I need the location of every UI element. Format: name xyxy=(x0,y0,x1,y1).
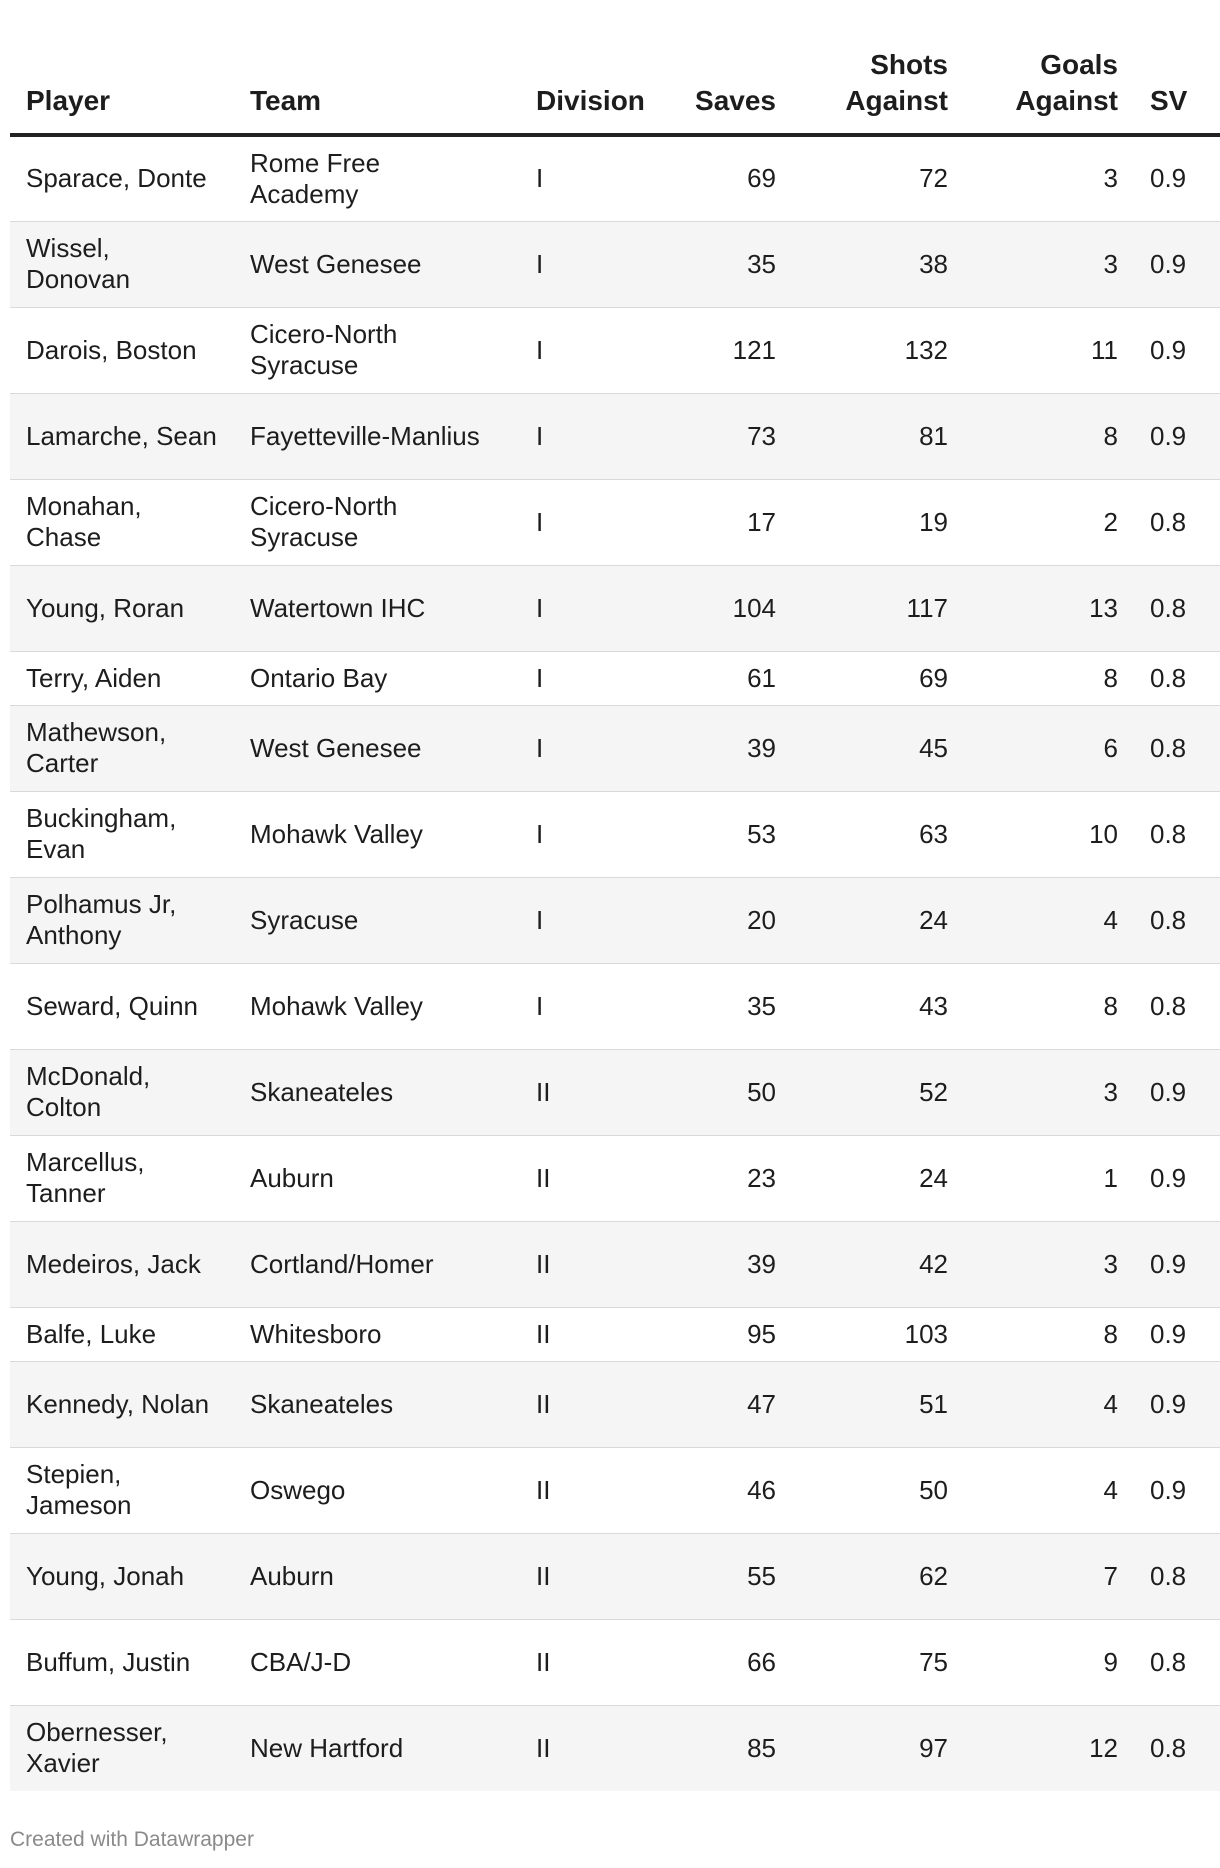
division-cell: II xyxy=(502,1361,652,1447)
column-header-goals-against[interactable]: Goals Against xyxy=(964,0,1134,135)
saves-cell: 50 xyxy=(652,1049,792,1135)
column-header-shots-against[interactable]: Shots Against xyxy=(792,0,964,135)
sv-cell: 0.8 xyxy=(1134,479,1220,565)
player-cell: Balfe, Luke xyxy=(10,1307,234,1361)
player-cell: Darois, Boston xyxy=(10,307,234,393)
table-row xyxy=(10,1619,1220,1705)
saves-cell: 95 xyxy=(652,1307,792,1361)
goals-against-cell: 6 xyxy=(964,705,1134,791)
shots-against-cell: 75 xyxy=(792,1619,964,1705)
table-row xyxy=(10,1447,1220,1533)
sv-cell: 0.9 xyxy=(1134,1307,1220,1361)
sv-cell: 0.8 xyxy=(1134,963,1220,1049)
sv-cell: 0.8 xyxy=(1134,705,1220,791)
shots-against-cell: 19 xyxy=(792,479,964,565)
column-header-division[interactable]: Division xyxy=(502,0,652,135)
sv-cell: 0.9 xyxy=(1134,1447,1220,1533)
column-header-team[interactable]: Team xyxy=(234,0,502,135)
team-cell: Mohawk Valley xyxy=(234,791,502,877)
table-row xyxy=(10,135,1220,221)
division-cell: I xyxy=(502,307,652,393)
sv-cell: 0.8 xyxy=(1134,877,1220,963)
table-row xyxy=(10,479,1220,565)
division-cell: I xyxy=(502,791,652,877)
goals-against-cell: 10 xyxy=(964,791,1134,877)
division-cell: I xyxy=(502,135,652,221)
player-cell: Wissel, Donovan xyxy=(10,221,234,307)
shots-against-cell: 63 xyxy=(792,791,964,877)
header-row xyxy=(10,0,1220,135)
goals-against-cell: 8 xyxy=(964,651,1134,705)
team-cell: Ontario Bay xyxy=(234,651,502,705)
division-cell: II xyxy=(502,1221,652,1307)
division-cell: II xyxy=(502,1049,652,1135)
saves-cell: 35 xyxy=(652,221,792,307)
player-cell: Lamarche, Sean xyxy=(10,393,234,479)
shots-against-cell: 69 xyxy=(792,651,964,705)
table-row xyxy=(10,877,1220,963)
sv-cell: 0.8 xyxy=(1134,1705,1220,1791)
column-header-saves[interactable]: Saves xyxy=(652,0,792,135)
team-cell: Whitesboro xyxy=(234,1307,502,1361)
player-cell: Seward, Quinn xyxy=(10,963,234,1049)
saves-cell: 35 xyxy=(652,963,792,1049)
table-row xyxy=(10,307,1220,393)
sv-cell: 0.8 xyxy=(1134,791,1220,877)
goals-against-cell: 12 xyxy=(964,1705,1134,1791)
table-row xyxy=(10,1361,1220,1447)
division-cell: I xyxy=(502,651,652,705)
goals-against-cell: 4 xyxy=(964,1447,1134,1533)
goals-against-cell: 13 xyxy=(964,565,1134,651)
sv-cell: 0.9 xyxy=(1134,1221,1220,1307)
shots-against-cell: 103 xyxy=(792,1307,964,1361)
team-cell: Auburn xyxy=(234,1135,502,1221)
sv-cell: 0.9 xyxy=(1134,307,1220,393)
shots-against-cell: 62 xyxy=(792,1533,964,1619)
team-cell: CBA/J-D xyxy=(234,1619,502,1705)
player-cell: Terry, Aiden xyxy=(10,651,234,705)
team-cell: Syracuse xyxy=(234,877,502,963)
goals-against-cell: 2 xyxy=(964,479,1134,565)
saves-cell: 55 xyxy=(652,1533,792,1619)
team-cell: Fayetteville-Manlius xyxy=(234,393,502,479)
team-cell: Skaneateles xyxy=(234,1049,502,1135)
sv-cell: 0.8 xyxy=(1134,651,1220,705)
table-row xyxy=(10,1307,1220,1361)
saves-cell: 53 xyxy=(652,791,792,877)
shots-against-cell: 72 xyxy=(792,135,964,221)
sv-cell: 0.8 xyxy=(1134,565,1220,651)
team-cell: Watertown IHC xyxy=(234,565,502,651)
table-row xyxy=(10,705,1220,791)
division-cell: II xyxy=(502,1705,652,1791)
player-cell: Kennedy, Nolan xyxy=(10,1361,234,1447)
table-row xyxy=(10,791,1220,877)
goals-against-cell: 8 xyxy=(964,963,1134,1049)
division-cell: I xyxy=(502,963,652,1049)
shots-against-cell: 43 xyxy=(792,963,964,1049)
table-row xyxy=(10,1049,1220,1135)
player-cell: Marcellus, Tanner xyxy=(10,1135,234,1221)
team-cell: West Genesee xyxy=(234,705,502,791)
table-row xyxy=(10,1221,1220,1307)
team-cell: Cortland/Homer xyxy=(234,1221,502,1307)
team-cell: Rome Free Academy xyxy=(234,135,502,221)
goals-against-cell: 11 xyxy=(964,307,1134,393)
player-cell: Medeiros, Jack xyxy=(10,1221,234,1307)
goals-against-cell: 8 xyxy=(964,393,1134,479)
goalie-stats-table xyxy=(10,0,1220,1791)
goals-against-cell: 3 xyxy=(964,1049,1134,1135)
goals-against-cell: 7 xyxy=(964,1533,1134,1619)
table-row xyxy=(10,393,1220,479)
datawrapper-credit[interactable]: Created with Datawrapper xyxy=(10,1828,254,1851)
team-cell: New Hartford xyxy=(234,1705,502,1791)
team-cell: Skaneateles xyxy=(234,1361,502,1447)
goals-against-cell: 3 xyxy=(964,221,1134,307)
saves-cell: 39 xyxy=(652,1221,792,1307)
saves-cell: 39 xyxy=(652,705,792,791)
sv-cell: 0.8 xyxy=(1134,1533,1220,1619)
saves-cell: 46 xyxy=(652,1447,792,1533)
table-row xyxy=(10,221,1220,307)
player-cell: Obernesser, Xavier xyxy=(10,1705,234,1791)
goals-against-cell: 4 xyxy=(964,877,1134,963)
saves-cell: 104 xyxy=(652,565,792,651)
column-header-sv[interactable]: SV xyxy=(1134,0,1220,135)
sv-cell: 0.9 xyxy=(1134,1361,1220,1447)
table-row xyxy=(10,565,1220,651)
player-cell: Young, Roran xyxy=(10,565,234,651)
goals-against-cell: 1 xyxy=(964,1135,1134,1221)
sv-cell: 0.9 xyxy=(1134,1135,1220,1221)
sv-cell: 0.9 xyxy=(1134,135,1220,221)
division-cell: I xyxy=(502,221,652,307)
division-cell: I xyxy=(502,877,652,963)
sv-cell: 0.9 xyxy=(1134,393,1220,479)
player-cell: Sparace, Donte xyxy=(10,135,234,221)
team-cell: Cicero-North Syracuse xyxy=(234,307,502,393)
player-cell: Stepien, Jameson xyxy=(10,1447,234,1533)
sv-cell: 0.9 xyxy=(1134,221,1220,307)
team-cell: Cicero-North Syracuse xyxy=(234,479,502,565)
saves-cell: 73 xyxy=(652,393,792,479)
table-row xyxy=(10,1135,1220,1221)
team-cell: Auburn xyxy=(234,1533,502,1619)
player-cell: Mathewson, Carter xyxy=(10,705,234,791)
saves-cell: 47 xyxy=(652,1361,792,1447)
table-row xyxy=(10,1705,1220,1791)
saves-cell: 61 xyxy=(652,651,792,705)
shots-against-cell: 51 xyxy=(792,1361,964,1447)
player-cell: Polhamus Jr, Anthony xyxy=(10,877,234,963)
table-row xyxy=(10,1533,1220,1619)
division-cell: I xyxy=(502,705,652,791)
team-cell: Mohawk Valley xyxy=(234,963,502,1049)
division-cell: II xyxy=(502,1307,652,1361)
division-cell: II xyxy=(502,1619,652,1705)
division-cell: I xyxy=(502,393,652,479)
team-cell: Oswego xyxy=(234,1447,502,1533)
team-cell: West Genesee xyxy=(234,221,502,307)
shots-against-cell: 38 xyxy=(792,221,964,307)
saves-cell: 85 xyxy=(652,1705,792,1791)
shots-against-cell: 24 xyxy=(792,877,964,963)
player-cell: Buffum, Justin xyxy=(10,1619,234,1705)
goals-against-cell: 3 xyxy=(964,135,1134,221)
sv-cell: 0.9 xyxy=(1134,1049,1220,1135)
shots-against-cell: 52 xyxy=(792,1049,964,1135)
goals-against-cell: 9 xyxy=(964,1619,1134,1705)
division-cell: II xyxy=(502,1533,652,1619)
shots-against-cell: 24 xyxy=(792,1135,964,1221)
saves-cell: 20 xyxy=(652,877,792,963)
saves-cell: 66 xyxy=(652,1619,792,1705)
player-cell: Monahan, Chase xyxy=(10,479,234,565)
saves-cell: 23 xyxy=(652,1135,792,1221)
goalie-stats-table-container xyxy=(10,0,1220,1791)
division-cell: I xyxy=(502,479,652,565)
table-header xyxy=(10,0,1220,135)
shots-against-cell: 132 xyxy=(792,307,964,393)
table-row xyxy=(10,651,1220,705)
goals-against-cell: 4 xyxy=(964,1361,1134,1447)
saves-cell: 17 xyxy=(652,479,792,565)
division-cell: II xyxy=(502,1135,652,1221)
player-cell: Young, Jonah xyxy=(10,1533,234,1619)
column-header-player[interactable]: Player xyxy=(10,0,234,135)
table-body xyxy=(10,135,1220,1791)
division-cell: II xyxy=(502,1447,652,1533)
goals-against-cell: 8 xyxy=(964,1307,1134,1361)
sv-cell: 0.8 xyxy=(1134,1619,1220,1705)
division-cell: I xyxy=(502,565,652,651)
player-cell: Buckingham, Evan xyxy=(10,791,234,877)
shots-against-cell: 42 xyxy=(792,1221,964,1307)
shots-against-cell: 81 xyxy=(792,393,964,479)
player-cell: McDonald, Colton xyxy=(10,1049,234,1135)
saves-cell: 69 xyxy=(652,135,792,221)
shots-against-cell: 97 xyxy=(792,1705,964,1791)
shots-against-cell: 117 xyxy=(792,565,964,651)
table-row xyxy=(10,963,1220,1049)
shots-against-cell: 45 xyxy=(792,705,964,791)
goals-against-cell: 3 xyxy=(964,1221,1134,1307)
shots-against-cell: 50 xyxy=(792,1447,964,1533)
saves-cell: 121 xyxy=(652,307,792,393)
